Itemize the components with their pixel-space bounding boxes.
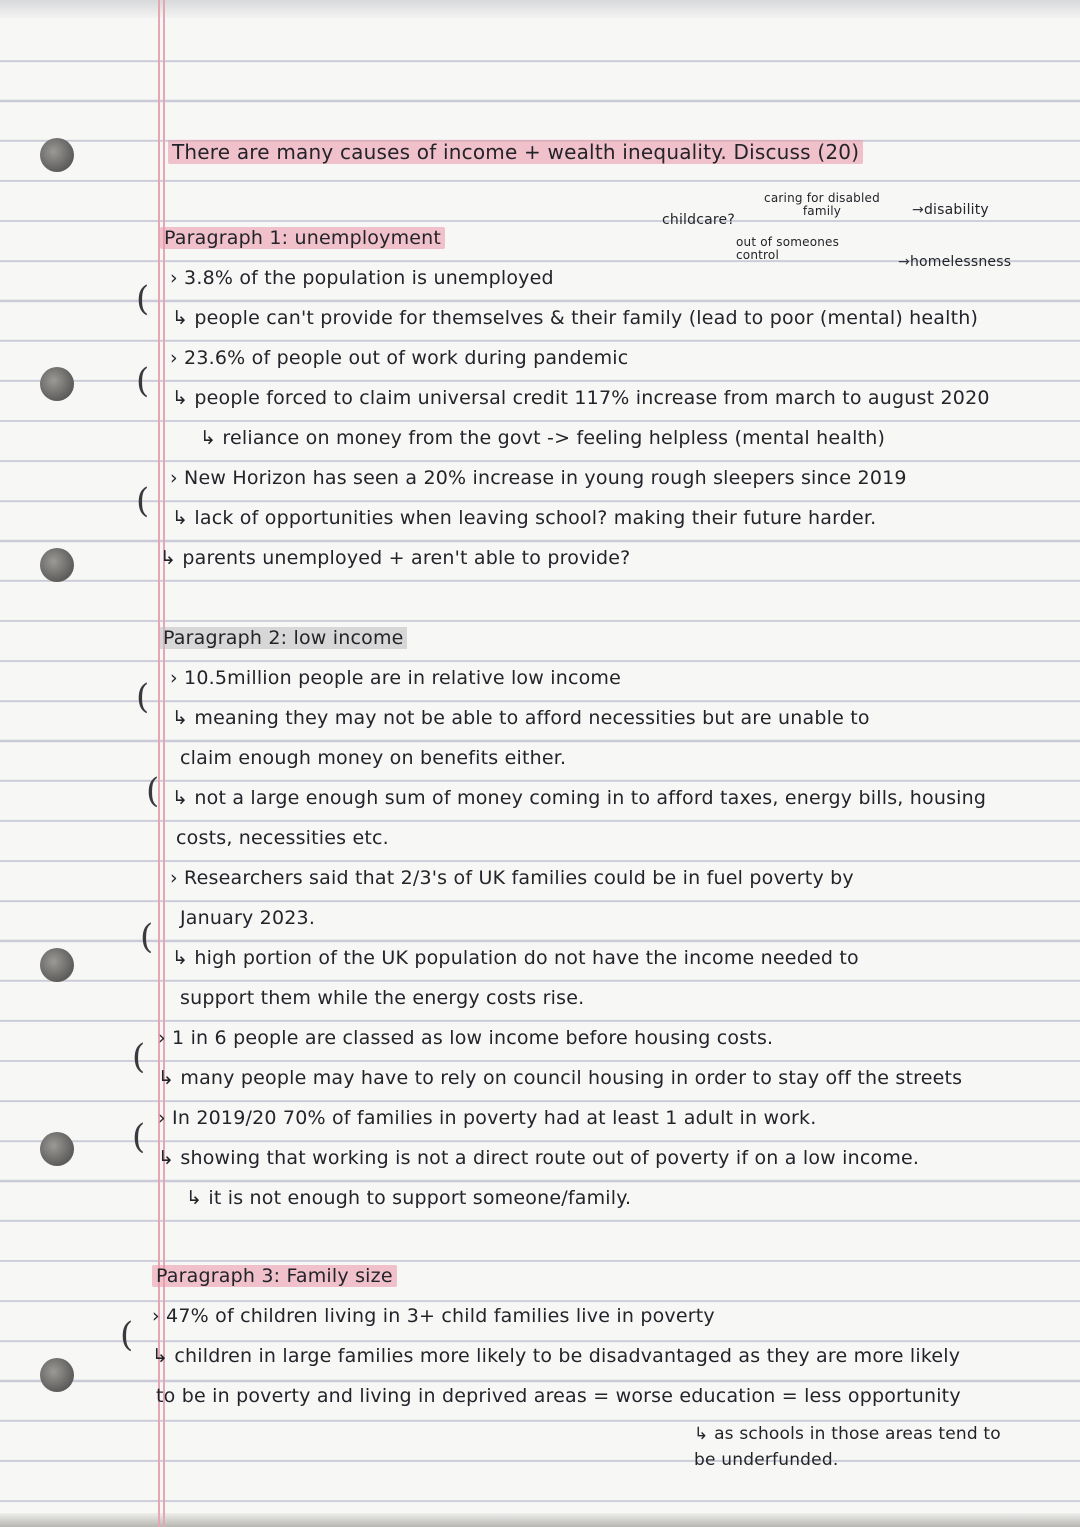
p3-point1-sub-b: to be in poverty and living in deprived areas = worse education = less opportunity	[156, 1385, 961, 1407]
p3-point1-note-a-text: as schools in those areas tend to	[714, 1424, 1001, 1444]
bracket-curl: (	[146, 771, 160, 811]
p2-point1-sub-b: claim enough money on benefits either.	[180, 747, 567, 769]
p1-point3-sub-text: lack of opportunities when leaving school? making their future harder.	[194, 507, 877, 529]
punch-hole	[40, 548, 74, 582]
p2-point1-sub-a-text: meaning they may not be able to afford necessities but are unable to	[194, 707, 870, 729]
page-bottom-edge	[0, 1513, 1080, 1527]
p1-point1-text: 3.8% of the population is unemployed	[184, 267, 554, 289]
bracket-curl: (	[136, 677, 150, 717]
p2-point3-sub: ↳ many people may have to rely on council housing in order to stay off the streets	[158, 1067, 963, 1089]
p2-point4: › In 2019/20 70% of families in poverty had at least 1 adult in work.	[158, 1107, 817, 1129]
p2-point1: › 10.5million people are in relative low income	[170, 667, 622, 689]
p2-point3: › 1 in 6 people are classed as low income before housing costs.	[158, 1027, 774, 1049]
p3-point1: › 47% of children living in 3+ child families live in poverty	[152, 1305, 715, 1327]
bracket-curl: (	[136, 279, 150, 319]
punch-hole	[40, 948, 74, 982]
p2-point2-sub-a-text: high portion of the UK population do not have the income needed to	[194, 947, 859, 969]
p2-point1-sub2-a: ↳ not a large enough sum of money coming in to afford taxes, energy bills, housing	[172, 787, 987, 809]
p3-point1-note-b: be underfunded.	[694, 1450, 839, 1470]
p3-point1-sub-a: ↳ children in large families more likely to be disadvantaged as they are more likely	[152, 1345, 961, 1367]
p1-point3-text: New Horizon has seen a 20% increase in young rough sleepers since 2019	[184, 467, 907, 489]
p2-point1-sub2-b: costs, necessities etc.	[176, 827, 389, 849]
p1-point2-sub2: ↳ reliance on money from the govt -> feeling helpless (mental health)	[200, 427, 886, 449]
p1-point2-sub2-text: reliance on money from the govt -> feeling helpless (mental health)	[222, 427, 886, 449]
paragraph3-heading-text: Paragraph 3: Family size	[152, 1265, 397, 1287]
p1-point1-sub-text: people can't provide for themselves & their family (lead to poor (mental) health)	[194, 307, 979, 329]
p3-point1-note-a: ↳ as schools in those areas tend to	[694, 1424, 1001, 1444]
p1-point3-sub: ↳ lack of opportunities when leaving school? making their future harder.	[172, 507, 877, 529]
p1-point2-sub-text: people forced to claim universal credit 117% increase from march to august 2020	[194, 387, 990, 409]
p2-point1-text: 10.5million people are in relative low income	[184, 667, 622, 689]
annotation-childcare: childcare?	[662, 212, 736, 228]
p2-point1-sub-a: ↳ meaning they may not be able to afford necessities but are unable to	[172, 707, 870, 729]
p2-point2-sub-a: ↳ high portion of the UK population do not have the income needed to	[172, 947, 859, 969]
paragraph3-heading	[152, 1264, 397, 1288]
punch-hole	[40, 1132, 74, 1166]
annotation-out-of-control: out of someones control	[736, 235, 840, 262]
p1-point3-sub2: ↳ parents unemployed + aren't able to provide?	[160, 547, 631, 569]
punch-hole	[40, 367, 74, 401]
p3-point1-text: 47% of children living in 3+ child families live in poverty	[166, 1305, 715, 1327]
annotation-caring: caring for disabled family	[764, 191, 880, 218]
punch-hole	[40, 138, 74, 172]
p2-point4-sub: ↳ showing that working is not a direct route out of poverty if on a low income.	[158, 1147, 920, 1169]
paragraph2-heading	[160, 626, 407, 650]
p1-point2-text: 23.6% of people out of work during pandemic	[184, 347, 629, 369]
essay-title-text: There are many causes of income + wealth inequality. Discuss (20)	[168, 140, 863, 164]
bracket-curl: (	[132, 1037, 146, 1077]
p2-point2-sub-b: support them while the energy costs rise.	[180, 987, 585, 1009]
annotation-disability-text: disability	[923, 202, 989, 218]
p1-point2-sub: ↳ people forced to claim universal credit 117% increase from march to august 2020	[172, 387, 990, 409]
p2-point4-text: In 2019/20 70% of families in poverty had at least 1 adult in work.	[172, 1107, 817, 1129]
p1-point1: › 3.8% of the population is unemployed	[170, 267, 554, 289]
p2-point1-sub2-a-text: not a large enough sum of money coming in to afford taxes, energy bills, housing	[194, 787, 987, 809]
p1-point2: › 23.6% of people out of work during pandemic	[170, 347, 629, 369]
p2-point4-sub2: ↳ it is not enough to support someone/family.	[186, 1187, 632, 1209]
paragraph2-heading-text: Paragraph 2: low income	[160, 627, 407, 649]
annotation-homelessness-text: homelessness	[909, 254, 1012, 270]
p1-point3: › New Horizon has seen a 20% increase in young rough sleepers since 2019	[170, 467, 907, 489]
p2-point2-b: January 2023.	[180, 907, 316, 929]
bracket-curl: (	[136, 361, 150, 401]
page-top-edge	[0, 0, 1080, 18]
p2-point3-text: 1 in 6 people are classed as low income before housing costs.	[172, 1027, 774, 1049]
annotation-homelessness: →homelessness	[898, 254, 1012, 270]
annotation-disability: →disability	[912, 202, 989, 218]
p2-point3-sub-text: many people may have to rely on council housing in order to stay off the streets	[180, 1067, 963, 1089]
bracket-curl: (	[132, 1117, 146, 1157]
bracket-curl: (	[136, 481, 150, 521]
p2-point4-sub-text: showing that working is not a direct route out of poverty if on a low income.	[180, 1147, 920, 1169]
p1-point3-sub2-text: parents unemployed + aren't able to provide?	[182, 547, 631, 569]
p2-point2-a: › Researchers said that 2/3's of UK families could be in fuel poverty by	[170, 867, 854, 889]
essay-title	[168, 140, 863, 164]
paragraph1-heading-text: Paragraph 1: unemployment	[160, 227, 445, 249]
p2-point2-a-text: Researchers said that 2/3's of UK families could be in fuel poverty by	[184, 867, 854, 889]
punch-hole	[40, 1358, 74, 1392]
paragraph1-heading	[160, 226, 445, 250]
bracket-curl: (	[120, 1315, 134, 1355]
bracket-curl: (	[140, 917, 154, 957]
p2-point4-sub2-text: it is not enough to support someone/family.	[208, 1187, 632, 1209]
p1-point1-sub: ↳ people can't provide for themselves & their family (lead to poor (mental) health)	[172, 307, 979, 329]
p3-point1-sub-a-text: children in large families more likely to be disadvantaged as they are more likely	[174, 1345, 961, 1367]
